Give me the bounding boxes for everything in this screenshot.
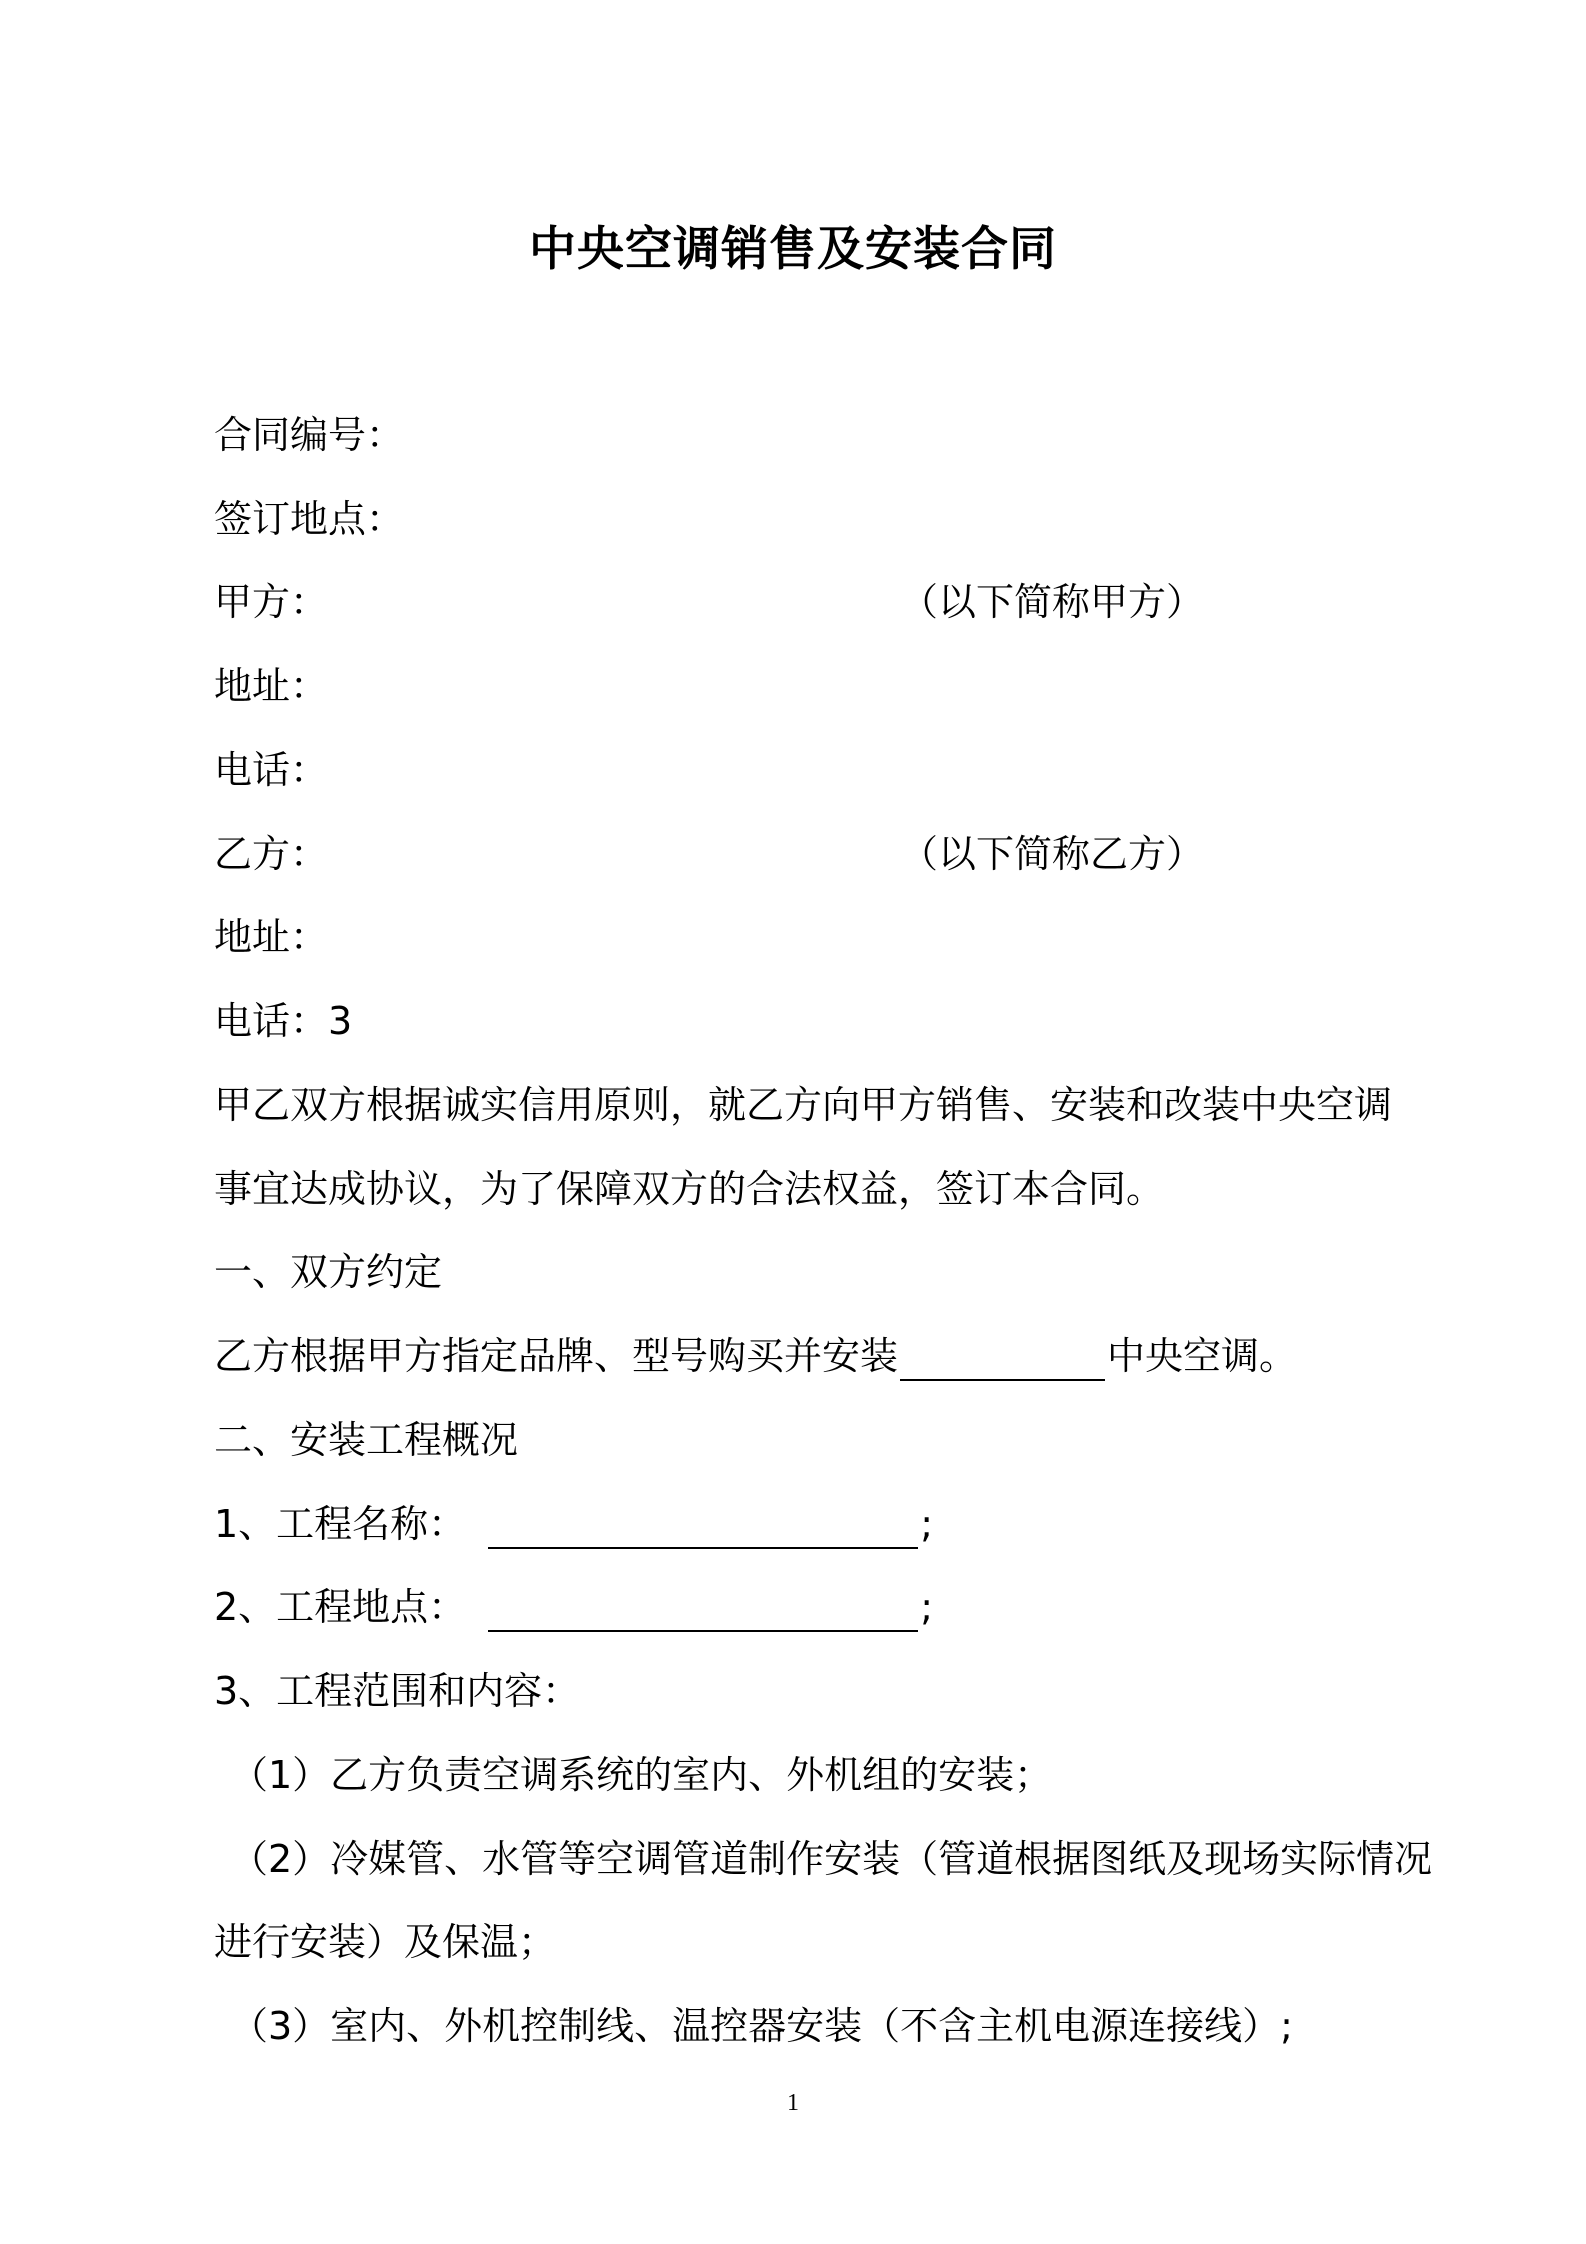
- project-name-blank-field: [488, 1503, 918, 1549]
- page-title: 中央空调销售及安装合同: [529, 222, 1057, 277]
- page-number: 1: [787, 2090, 799, 2116]
- scope-item-2: （2）冷媒管、水管等空调管道制作安装（管道根据图纸及现场实际情况: [230, 1837, 1433, 1881]
- project-name-row: [214, 1499, 933, 1549]
- party-b-address-label: 地址：: [214, 915, 329, 959]
- party-b-alias: （以下简称乙方）: [900, 832, 1205, 876]
- project-scope-label: 3、工程范围和内容：: [214, 1669, 581, 1713]
- party-b-label: 乙方：: [214, 832, 329, 876]
- project-location-row: [214, 1582, 933, 1632]
- section-2-heading: 二、安装工程概况: [214, 1418, 519, 1462]
- project-name-label: 1、工程名称：: [214, 1502, 467, 1546]
- party-a-address-label: 地址：: [214, 664, 329, 708]
- section-1-clause-tail: 中央空调。: [1107, 1334, 1298, 1378]
- party-b-phone-label: 电话：3: [214, 999, 353, 1043]
- preamble-line-2: 事宜达成协议，为了保障双方的合法权益，签订本合同。: [214, 1167, 1165, 1211]
- brand-blank-field: [900, 1335, 1105, 1381]
- scope-item-3: （3）室内、外机控制线、温控器安装（不含主机电源连接线）;: [230, 2004, 1293, 2048]
- signing-place-label: 签订地点：: [214, 497, 405, 541]
- contract-number-label: 合同编号：: [214, 413, 405, 457]
- scope-item-2-continued: 进行安装）及保温；: [214, 1920, 557, 1964]
- section-1-clause-text: 乙方根据甲方指定品牌、型号购买并安装: [214, 1334, 899, 1378]
- party-a-phone-label: 电话：: [214, 748, 329, 792]
- party-a-label: 甲方：: [214, 580, 329, 624]
- section-1-heading: 一、双方约定: [214, 1250, 443, 1294]
- project-name-terminator: ;: [920, 1502, 933, 1546]
- project-location-label: 2、工程地点：: [214, 1585, 467, 1629]
- project-location-blank-field: [488, 1586, 918, 1632]
- preamble-line-1: 甲乙双方根据诚实信用原则，就乙方向甲方销售、安装和改装中央空调: [214, 1083, 1393, 1127]
- section-1-clause: [214, 1331, 1297, 1381]
- party-a-alias: （以下简称甲方）: [900, 580, 1205, 624]
- project-location-terminator: ;: [920, 1585, 933, 1629]
- scope-item-1: （1）乙方负责空调系统的室内、外机组的安装；: [230, 1753, 1053, 1797]
